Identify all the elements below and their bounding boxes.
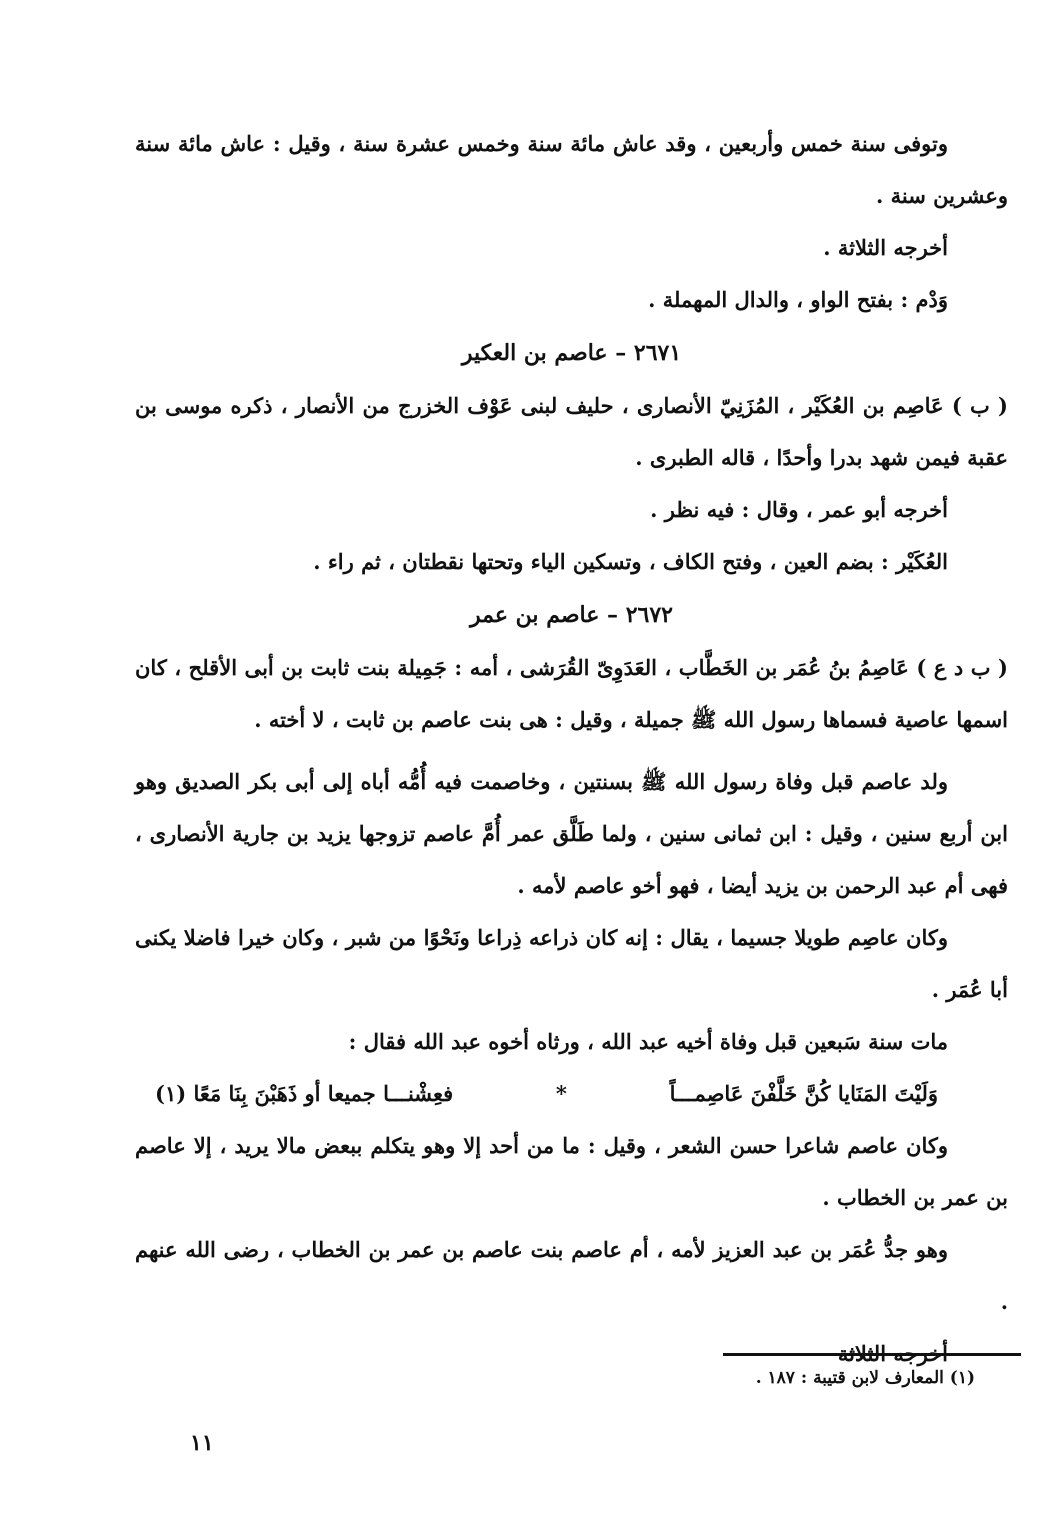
paragraph: وكان عاصِم طويلا جسيما ، يقال : إنه كان ذراعه ذِراعا ونَحْوًا من شبر ، وكان خيرا فاضلا يكنى أبا عُمَر .	[135, 925, 1008, 1002]
verse-second-hemistich: فعِشْنـــا جميعا أو ذَهَبْنَ بِنَا مَعًا (١)	[155, 1081, 454, 1106]
paragraph: أخرجه أبو عمر ، وقال : فيه نظر .	[650, 497, 948, 522]
paragraph: ( ب د ع ) عَاصِمُ بنُ عُمَر بن الخَطَّاب ، العَدَوِىّ القُرَشى ، أمه : جَمِيلة بنت ثابت بن أبى الأقلح ، كان اسمها عاصية فسماها رسول الله ﷺ جميلة ، وقيل : هى بنت عاصم بن ثابت ، لا أخته .	[135, 655, 1008, 732]
entry-heading: ٢٦٧٢ – عاصم بن عمر	[470, 602, 673, 628]
page-number: ١١	[190, 1430, 214, 1456]
paragraph: وتوفى سنة خمس وأربعين ، وقد عاش مائة سنة وخمس عشرة سنة ، وقيل : عاش مائة سنة وعشرين سنة .	[135, 131, 1008, 208]
spacer	[135, 746, 1008, 756]
footnote-divider	[723, 1353, 1021, 1356]
paragraph: وكان عاصم شاعرا حسن الشعر ، وقيل : ما من أحد إلا وهو يتكلم ببعض مالا يريد ، إلا عاصم بن عمر بن الخطاب .	[135, 1133, 1008, 1210]
verse-first-hemistich: وَلَيْتَ المَنَايا كُنَّ خَلَّفْنَ عَاصِمـــاً	[669, 1081, 938, 1106]
page-body	[135, 118, 1008, 1477]
paragraph: وَدْم : بفتح الواو ، والدال المهملة .	[648, 287, 948, 312]
paragraph: وهو جدُّ عُمَر بن عبد العزيز لأمه ، أم عاصم بنت عاصم بن عمر بن الخطاب ، رضى الله عنهم .	[135, 1237, 1008, 1314]
paragraph: مات سنة سَبعين قبل وفاة أخيه عبد الله ، ورثاه أخوه عبد الله فقال :	[348, 1029, 948, 1054]
poem-verse	[135, 1068, 1008, 1120]
paragraph: ( ب ) عَاصِم بن العُكَيْر ، المُزَنِيّ الأنصارى ، حليف لبنى عَوْف الخزرج من الأنصار ، ذكره موسى بن عقبة فيمن شهد بدرا وأحدًا ، قاله الطبرى .	[135, 393, 1008, 470]
paragraph: أخرجه الثلاثة	[837, 1341, 948, 1366]
entry-heading: ٢٦٧١ – عاصم بن العكير	[461, 340, 682, 366]
footnote: (١) المعارف لابن قتيبة : ١٨٧ .	[755, 1368, 975, 1388]
paragraph: العُكَيْر : بضم العين ، وفتح الكاف ، وتسكين الياء وتحتها نقطتان ، ثم راء .	[313, 549, 948, 574]
paragraph: ولد عاصم قبل وفاة رسول الله ﷺ بسنتين ، وخاصمت فيه أُمُّه أباه إلى أبى بكر الصديق وهو ابن أربع سنين ، وقيل : ابن ثمانى سنين ، ولما طَلَّق عمر أُمَّ عاصم تزوجها يزيد بن جارية الأنصارى ، فهى أم عبد الرحمن بن يزيد أيضا ، فهو أخو عاصم لأمه .	[135, 769, 1008, 898]
verse-separator: *	[555, 1081, 567, 1106]
paragraph: أخرجه الثلاثة .	[823, 235, 948, 260]
